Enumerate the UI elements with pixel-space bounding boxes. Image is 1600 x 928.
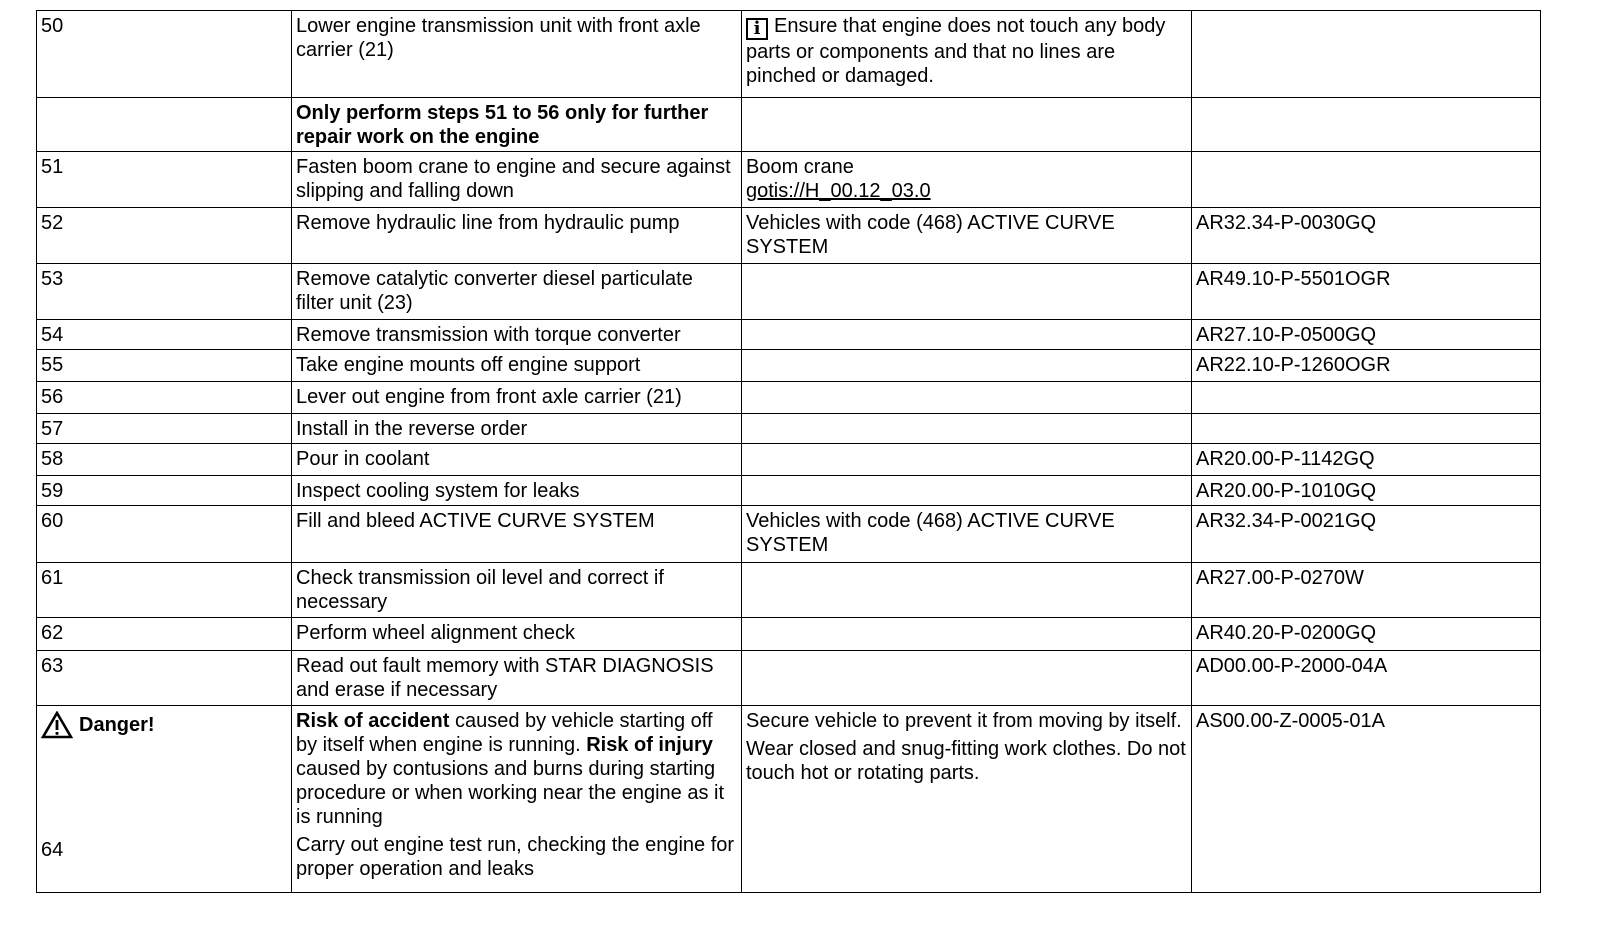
step-number: 51 xyxy=(37,152,292,208)
gotis-link[interactable]: gotis://H_00.12_03.0 xyxy=(746,180,931,202)
reference-code[interactable]: AR20.00-P-1142GQ xyxy=(1192,444,1541,476)
table-row xyxy=(37,618,1541,651)
operation-text: Fill and bleed ACTIVE CURVE SYSTEM xyxy=(292,506,742,563)
step-number: 64 xyxy=(41,839,64,861)
step-number: 53 xyxy=(37,264,292,320)
reference-code[interactable]: AR32.34-P-0021GQ xyxy=(1192,506,1541,563)
risk-injury-heading: Risk of injury xyxy=(586,734,713,756)
reference-code[interactable]: AS00.00-Z-0005-01A xyxy=(1192,706,1541,893)
operation-text: Check transmission oil level and correct if necessary xyxy=(292,563,742,618)
step-number: 55 xyxy=(37,350,292,382)
reference-code[interactable]: AD00.00-P-2000-04A xyxy=(1192,651,1541,706)
note-text xyxy=(742,98,1192,152)
table-row xyxy=(37,444,1541,476)
step-number: 57 xyxy=(37,414,292,444)
operation-text: Install in the reverse order xyxy=(292,414,742,444)
step-number: 59 xyxy=(37,476,292,506)
step-number: 58 xyxy=(37,444,292,476)
note-text xyxy=(742,618,1192,651)
danger-label xyxy=(41,711,286,739)
danger-operation-cell xyxy=(292,706,742,893)
table-row xyxy=(37,651,1541,706)
reference-code[interactable]: AR27.10-P-0500GQ xyxy=(1192,320,1541,350)
table-row xyxy=(37,98,1541,152)
note-text xyxy=(742,444,1192,476)
operation-text: Carry out engine test run, checking the engine for proper operation and leaks xyxy=(296,834,735,880)
step-number: 56 xyxy=(37,382,292,414)
reference-code[interactable]: AR32.34-P-0030GQ xyxy=(1192,208,1541,264)
table-row xyxy=(37,382,1541,414)
operation-text: Perform wheel alignment check xyxy=(292,618,742,651)
danger-risk-text xyxy=(296,709,736,829)
note-text xyxy=(742,264,1192,320)
note-text xyxy=(742,152,1192,208)
risk-accident-text: caused by vehicle starting off by itself when engine is running. xyxy=(296,710,713,756)
reference-code[interactable]: AR49.10-P-5501OGR xyxy=(1192,264,1541,320)
risk-injury-text: caused by contusions and burns during starting procedure or when working near the engine as it is running xyxy=(296,758,725,828)
reference-code[interactable]: AR40.20-P-0200GQ xyxy=(1192,618,1541,651)
operation-text: Remove transmission with torque converter xyxy=(292,320,742,350)
table-row xyxy=(37,476,1541,506)
note-line: Boom crane xyxy=(746,156,854,178)
table-row xyxy=(37,11,1541,98)
operation-text: Fasten boom crane to engine and secure against slipping and falling down xyxy=(292,152,742,208)
step-number: 63 xyxy=(37,651,292,706)
note-text: Vehicles with code (468) ACTIVE CURVE SYSTEM xyxy=(742,208,1192,264)
note-text: Vehicles with code (468) ACTIVE CURVE SYSTEM xyxy=(742,506,1192,563)
reference-code xyxy=(1192,414,1541,444)
table-row xyxy=(37,414,1541,444)
table-row xyxy=(37,506,1541,563)
step-number: 61 xyxy=(37,563,292,618)
operation-text: Lower engine transmission unit with front axle carrier (21) xyxy=(292,11,742,98)
note-text xyxy=(742,563,1192,618)
step-number: 52 xyxy=(37,208,292,264)
danger-step-cell xyxy=(37,706,292,893)
reference-code xyxy=(1192,11,1541,98)
operation-text: Remove hydraulic line from hydraulic pump xyxy=(292,208,742,264)
reference-code[interactable]: AR20.00-P-1010GQ xyxy=(1192,476,1541,506)
operation-text: Only perform steps 51 to 56 only for further repair work on the engine xyxy=(292,98,742,152)
procedure-table xyxy=(36,10,1541,893)
table-row xyxy=(37,563,1541,618)
note-text xyxy=(742,382,1192,414)
note-text: i Ensure that engine does not touch any body parts or components and that no lines are pinched or damaged. xyxy=(742,11,1192,98)
step-number: 50 xyxy=(37,11,292,98)
danger-text: Danger! xyxy=(79,714,155,736)
operation-text: Inspect cooling system for leaks xyxy=(292,476,742,506)
operation-text: Remove catalytic converter diesel particulate filter unit (23) xyxy=(292,264,742,320)
step-number: 54 xyxy=(37,320,292,350)
note-text xyxy=(742,476,1192,506)
step-number: 60 xyxy=(37,506,292,563)
step-number xyxy=(37,98,292,152)
table-row xyxy=(37,208,1541,264)
table-row xyxy=(37,350,1541,382)
reference-code xyxy=(1192,382,1541,414)
table-row xyxy=(37,320,1541,350)
reference-code[interactable]: AR27.00-P-0270W xyxy=(1192,563,1541,618)
note-text xyxy=(742,651,1192,706)
table-row xyxy=(37,152,1541,208)
note-text xyxy=(742,414,1192,444)
info-icon: i xyxy=(746,18,768,40)
operation-text: Read out fault memory with STAR DIAGNOSIS and erase if necessary xyxy=(292,651,742,706)
operation-text: Take engine mounts off engine support xyxy=(292,350,742,382)
note-text xyxy=(742,320,1192,350)
risk-accident-heading: Risk of accident xyxy=(296,710,450,732)
danger-note-cell xyxy=(742,706,1192,893)
reference-code xyxy=(1192,98,1541,152)
danger-row xyxy=(37,706,1541,893)
warning-triangle-icon xyxy=(41,711,73,739)
reference-code[interactable]: AR22.10-P-1260OGR xyxy=(1192,350,1541,382)
operation-text: Lever out engine from front axle carrier (21) xyxy=(292,382,742,414)
note-work-clothes: Wear closed and snug-fitting work clothes. Do not touch hot or rotating parts. xyxy=(746,738,1186,784)
note-text xyxy=(742,350,1192,382)
note-secure-vehicle: Secure vehicle to prevent it from moving by itself. xyxy=(746,710,1182,732)
step-number: 62 xyxy=(37,618,292,651)
table-row xyxy=(37,264,1541,320)
reference-code xyxy=(1192,152,1541,208)
operation-text: Pour in coolant xyxy=(292,444,742,476)
